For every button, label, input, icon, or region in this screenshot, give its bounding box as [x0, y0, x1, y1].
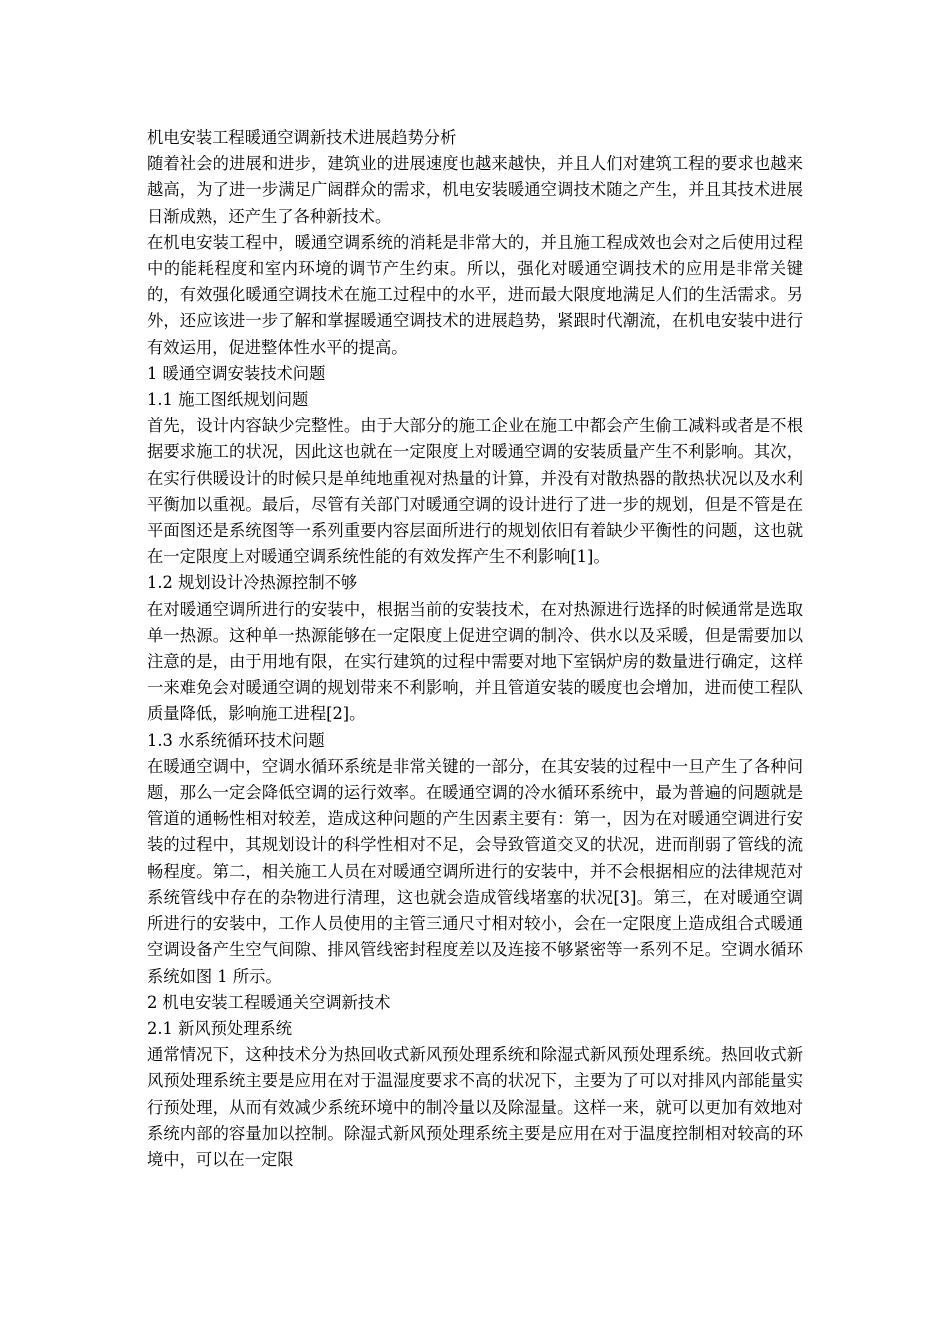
- paragraph-1-2: 在对暖通空调所进行的安装中，根据当前的安装技术，在对热源进行选择的时候通常是选取单一热源。这种单一热源能够在一定限度上促进空调的制冷、供水以及采暖，但是需要加以注意的是，由于用地有限，在实行建筑的过程中需要对地下室锅炉房的数量进行确定，这样一来难免会对暖通空调的规划带来不利影响，并且管道安装的暖度也会增加，进而使工程队质量降低，影响施工进程[2]。: [147, 599, 803, 724]
- paragraph-2-1: 通常情况下，这种技术分为热回收式新风预处理系统和除湿式新风预处理系统。热回收式新风预处理系统主要是应用在对于温湿度要求不高的状况下，主要为了可以对排风内部能量实行预处理，从而有效减少系统环境中的制冷量以及除湿量。这样一来，就可以更加有效地对系统内部的容量加以控制。除湿式新风预处理系统主要是应用在对于温度控制相对较高的环境中，可以在一定限: [147, 1045, 803, 1169]
- document-title: 机电安装工程暖通空调新技术进展趋势分析: [147, 128, 457, 147]
- section-heading-1: 1 暖通空调安装技术问题: [147, 363, 326, 383]
- section-heading-2: 2 机电安装工程暖通关空调新技术: [147, 992, 391, 1012]
- paragraph-background: 在机电安装工程中，暖通空调系统的消耗是非常大的，并且施工程成效也会对之后使用过程中的能耗程度和室内环境的调节产生约束。所以，强化对暖通空调技术的应用是非常关键的，有效强化暖通空调技术在施工过程中的水平，进而最大限度地满足人们的生活需求。另外，还应该进一步了解和掌握暖通空调技术的进展趋势，紧跟时代潮流，在机电安装中进行有效运用，促进整体性水平的提高。: [147, 232, 803, 357]
- paragraph-intro: 随着社会的进展和进步，建筑业的进展速度也越来越快，并且人们对建筑工程的要求也越来越高，为了进一步满足广阔群众的需求，机电安装暖通空调技术随之产生，并且其技术进展日渐成熟，还产生了各种新技术。: [147, 154, 803, 226]
- subsection-heading-1-3: 1.3 水系统循环技术问题: [147, 730, 325, 750]
- subsection-heading-1-2: 1.2 规划设计冷热源控制不够: [147, 573, 358, 593]
- subsection-heading-1-1: 1.1 施工图纸规划问题: [147, 390, 309, 410]
- document-body: [147, 125, 803, 1173]
- subsection-heading-2-1: 2.1 新风预处理系统: [147, 1018, 293, 1038]
- paragraph-1-1: 首先，设计内容缺少完整性。由于大部分的施工企业在施工中都会产生偷工减料或者是不根据要求施工的状况，因此这也就在一定限度上对暖通空调的安装质量产生不利影响。其次，在实行供暖设计的时候只是单纯地重视对热量的计算，并没有对散热器的散热状况以及水利平衡加以重视。最后，尽管有关部门对暖通空调的设计进行了进一步的规划，但是不管是在平面图还是系统图等一系列重要内容层面所进行的规划依旧有着缺少平衡性的问题，这也就在一定限度上对暖通空调系统性能的有效发挥产生不利影响[1]。: [147, 416, 803, 567]
- paragraph-1-3: 在暖通空调中，空调水循环系统是非常关键的一部分，在其安装的过程中一旦产生了各种问题，那么一定会降低空调的运行效率。在暖通空调的冷水循环系统中，最为普遍的问题就是管道的通畅性相对较差，造成这种问题的产生因素主要有：第一，因为在对暖通空调进行安装的过程中，其规划设计的科学性相对不足，会导致管道交叉的状况，进而削弱了管线的流畅程度。第二，相关施工人员在对暖通空调所进行的安装中，并不会根据相应的法律规范对系统管线中存在的杂物进行清理，这也就会造成管线堵塞的状况[3]。第三，在对暖通空调所进行的安装中，工作人员使用的主管三通尺寸相对较小，会在一定限度上造成组合式暖通空调设备产生空气间隙、排风管线密封程度差以及连接不够紧密等一系列不足。空调水循环系统如图 1 所示。: [147, 756, 803, 986]
